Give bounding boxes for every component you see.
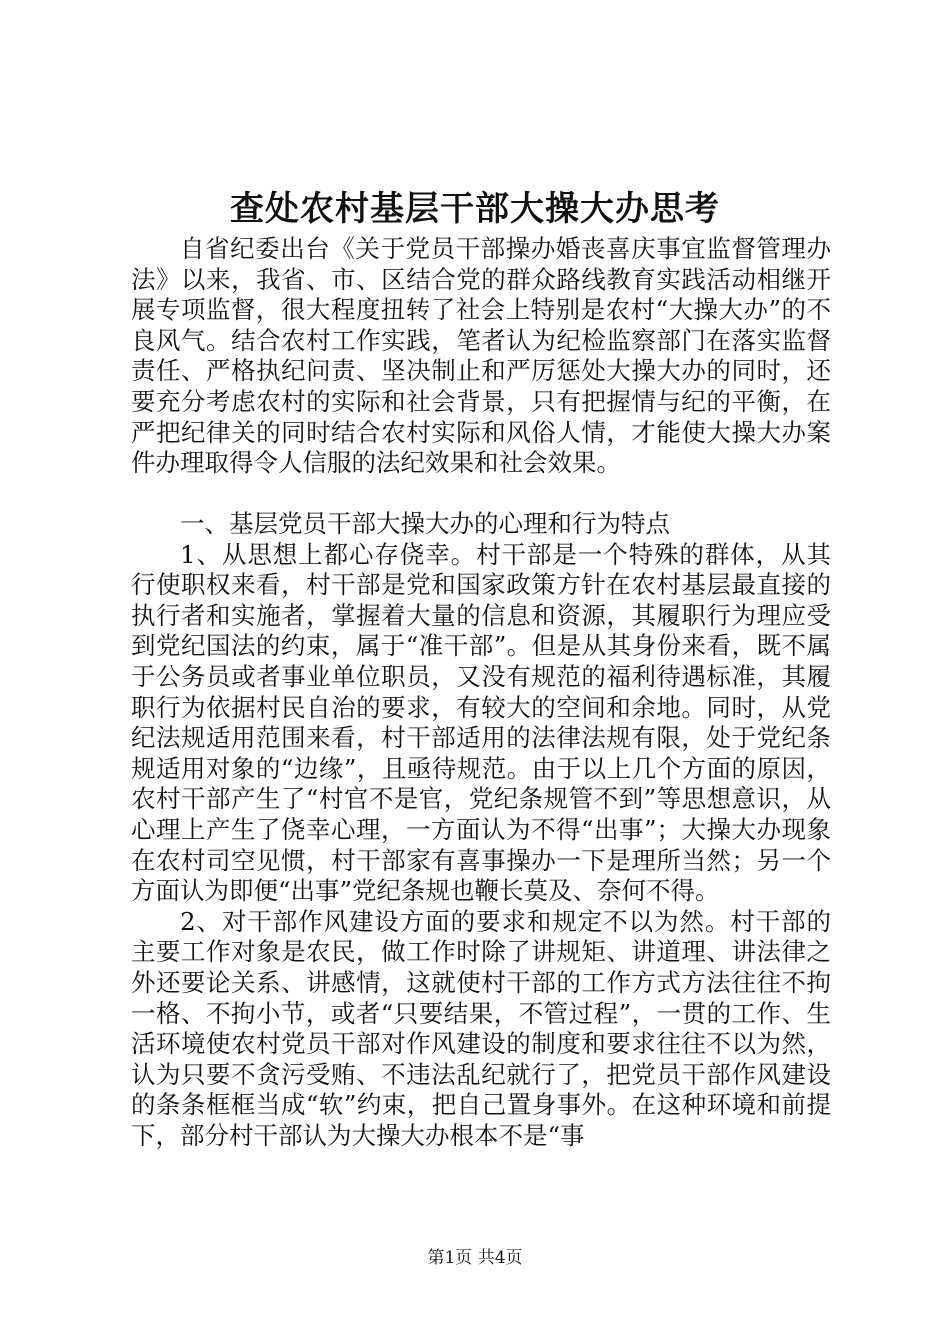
- section-heading: 一、基层党员干部大操大办的心理和行为特点: [180, 509, 670, 538]
- section-block: [131, 509, 831, 1151]
- intro-block: [131, 234, 831, 479]
- page-number-footer: 第1页 共4页: [427, 1248, 523, 1268]
- intro-paragraph: 自省纪委出台《关于党员干部操办婚丧喜庆事宜监督管理办法》以来，我省、市、区结合党的群众路线教育实践活动相继开展专项监督，很大程度扭转了社会上特别是农村“大操大办”的不良风气。结合农村工作实践，笔者认为纪检监察部门在落实监督责任、严格执纪问责、坚决制止和严厉惩处大操大办的同时，还要充分考虑农村的实际和社会背景，只有把握情与纪的平衡，在严把纪律关的同时结合农村实际和风俗人情，才能使大操大办案件办理取得令人信服的法纪效果和社会效果。: [131, 234, 831, 478]
- paragraph-2: 2、对干部作风建设方面的要求和规定不以为然。村干部的主要工作对象是农民，做工作时除了讲规矩、讲道理、讲法律之外还要论关系、讲感情，这就使村干部的工作方式方法往往不拘一格、不拘小节，或者“只要结果，不管过程”，一贯的工作、生活环境使农村党员干部对作风建设的制度和要求往往不以为然，认为只要不贪污受贿、不违法乱纪就行了，把党员干部作风建设的条条框框当成“软”约束，把自己置身事外。在这种环境和前提下，部分村干部认为大操大办根本不是“事: [131, 906, 831, 1150]
- paragraph-1: 1、从思想上都心存侥幸。村干部是一个特殊的群体，从其行使职权来看，村干部是党和国家政策方针在农村基层最直接的执行者和实施者，掌握着大量的信息和资源，其履职行为理应受到党纪国法的约束，属于“准干部”。但是从其身份来看，既不属于公务员或者事业单位职员，又没有规范的福利待遇标准，其履职行为依据村民自治的要求，有较大的空间和余地。同时，从党纪法规适用范围来看，村干部适用的法律法规有限，处于党纪条规适用对象的“边缘”，且亟待规范。由于以上几个方面的原因，农村干部产生了“村官不是官，党纪条规管不到”等思想意识，从心理上产生了侥幸心理，一方面认为不得“出事”；大操大办现象在农村司空见惯，村干部家有喜事操办一下是理所当然；另一个方面认为即便“出事”党纪条规也鞭长莫及、奈何不得。: [131, 539, 831, 906]
- document-title: 查处农村基层干部大操大办思考: [230, 189, 720, 229]
